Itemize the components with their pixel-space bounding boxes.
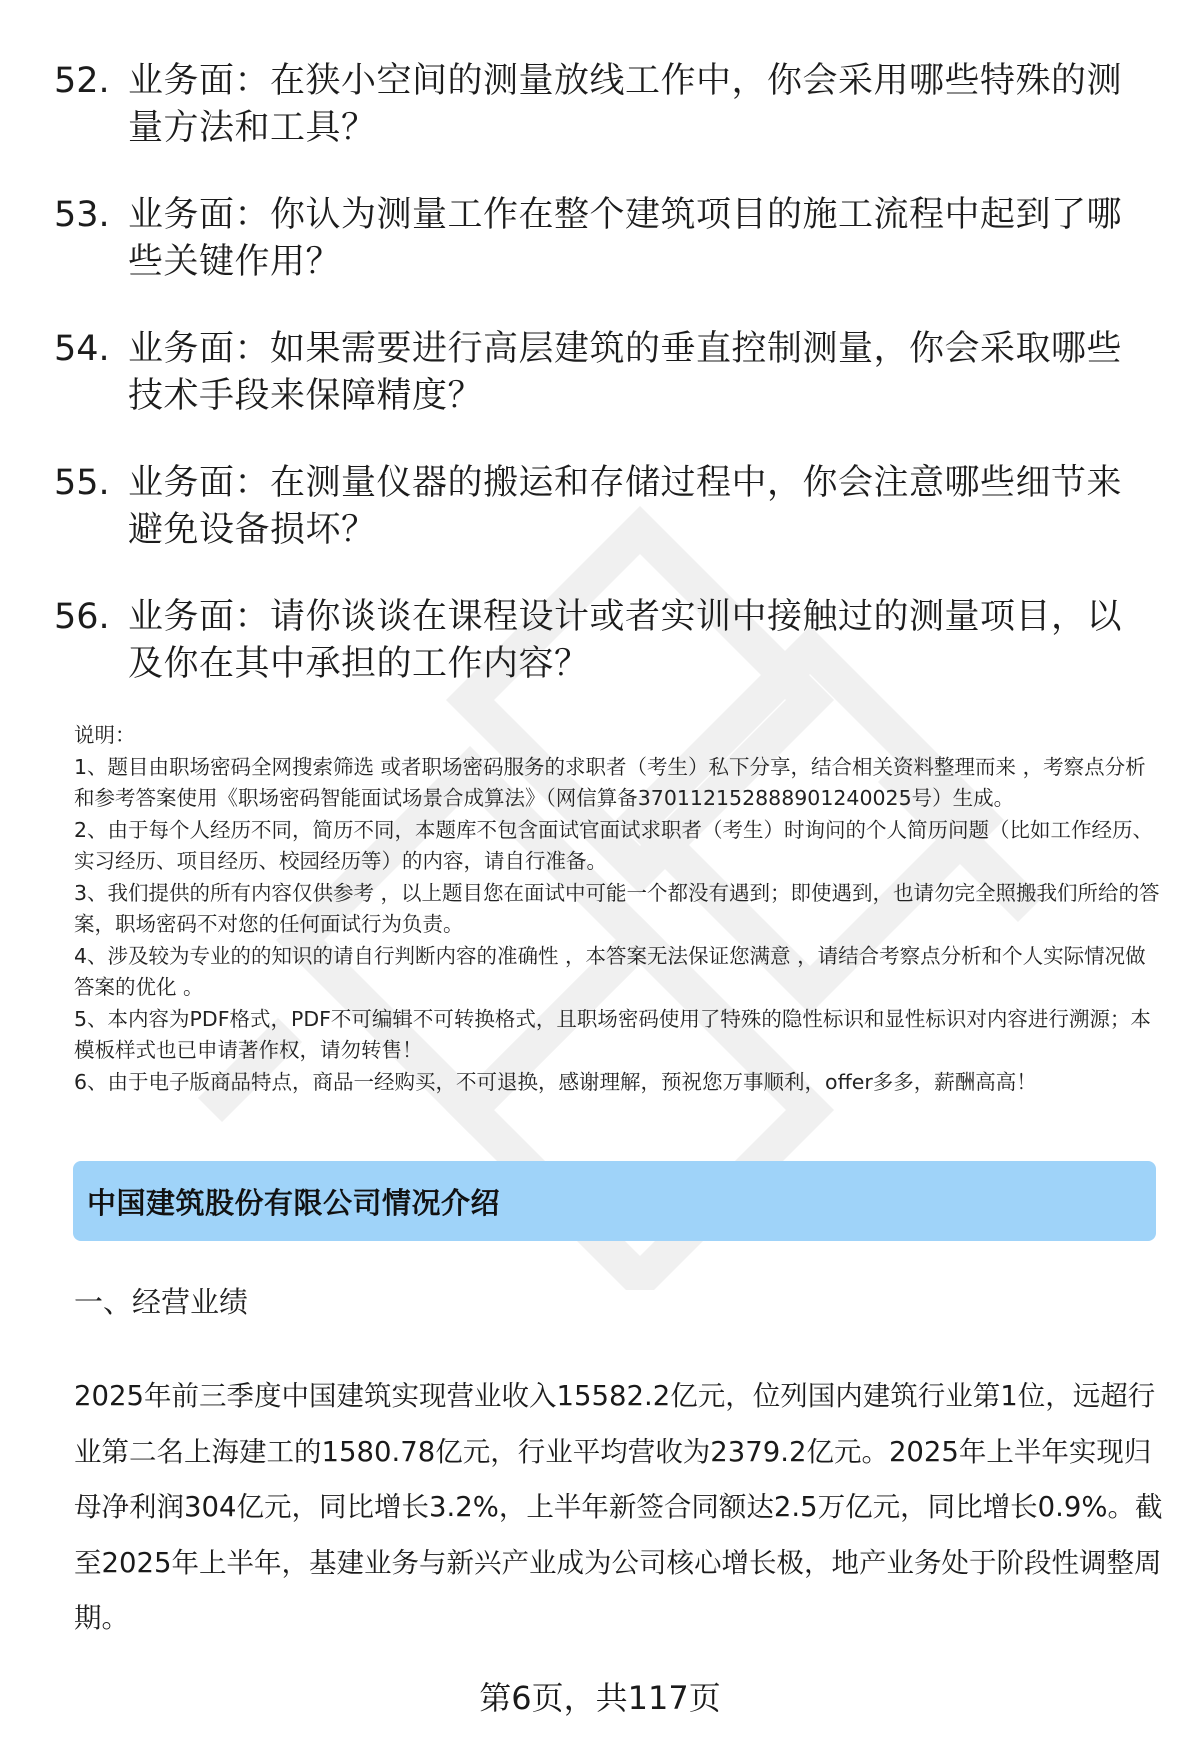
note-item: 4、涉及较为专业的的知识的请自行判断内容的准确性 ，本答案无法保证您满意 ，请结合考察点分析和个人实际情况做答案的优化 。: [74, 943, 1146, 999]
question-item: [0, 326, 1200, 420]
question-text: 业务面：在狭小空间的测量放线工作中，你会采用哪些特殊的测量方法和工具？: [128, 61, 1123, 148]
question-list: [0, 58, 1200, 728]
note-item: 1、题目由职场密码全网搜索筛选 或者职场密码服务的求职者（考生）私下分享，结合相关资料整理而来 ，考察点分析和参考答案使用《职场密码智能面试场景合成算法》（网信算备370112152888901240025号）生成。: [74, 754, 1146, 810]
note-item: 5、本内容为PDF格式，PDF不可编辑不可转换格式，且职场密码使用了特殊的隐性标识和显性标识对内容进行溯源；本模板样式也已申请著作权，请勿转售！: [74, 1006, 1151, 1062]
disclaimer-notes: [74, 720, 1164, 1098]
banner-title: 中国建筑股份有限公司情况介绍: [87, 1185, 501, 1220]
question-text: 业务面：如果需要进行高层建筑的垂直控制测量，你会采取哪些技术手段来保障精度？: [128, 329, 1123, 416]
subsection-heading: 一、经营业绩: [74, 1285, 249, 1319]
question-text: 业务面：在测量仪器的搬运和存储过程中，你会注意哪些细节来避免设备损坏？: [128, 463, 1123, 550]
note-item: 3、我们提供的所有内容仅供参考 ，以上题目您在面试中可能一个都没有遇到；即使遇到，也请勿完全照搬我们所给的答案，职场密码不对您的任何面试行为负责。: [74, 880, 1160, 936]
question-number: 56.: [54, 597, 110, 637]
company-section-banner: [73, 1161, 1156, 1241]
question-item: [0, 460, 1200, 554]
note-item: 2、由于每个人经历不同，简历不同，本题库不包含面试官面试求职者（考生）时询问的个人简历问题（比如工作经历、实习经历、项目经历、校园经历等）的内容，请自行准备。: [74, 817, 1154, 873]
question-item: [0, 58, 1200, 152]
question-number: 54.: [54, 329, 110, 369]
question-number: 55.: [54, 463, 110, 503]
notes-heading: 说明：: [74, 723, 136, 747]
question-text: 业务面：你认为测量工作在整个建筑项目的施工流程中起到了哪些关键作用？: [128, 195, 1123, 282]
question-number: 52.: [54, 61, 110, 101]
question-item: [0, 594, 1200, 688]
question-number: 53.: [54, 195, 110, 235]
question-text: 业务面：请你谈谈在课程设计或者实训中接触过的测量项目，以及你在其中承担的工作内容？: [128, 597, 1123, 684]
business-performance-paragraph: 2025年前三季度中国建筑实现营业收入15582.2亿元，位列国内建筑行业第1位，远超行业第二名上海建工的1580.78亿元，行业平均营收为2379.2亿元。2025年上半年实现归母净利润304亿元，同比增长3.2%，上半年新签合同额达2.5万亿元，同比增长0.9%。截至2025年上半年，基建业务与新兴产业成为公司核心增长极，地产业务处于阶段性调整周期。: [74, 1380, 1163, 1634]
note-item: 6、由于电子版商品特点，商品一经购买，不可退换，感谢理解，预祝您万事顺利，offer多多，薪酬高高！: [74, 1069, 1037, 1094]
question-item: [0, 192, 1200, 286]
page-indicator: 第6页，共117页: [479, 1679, 721, 1717]
